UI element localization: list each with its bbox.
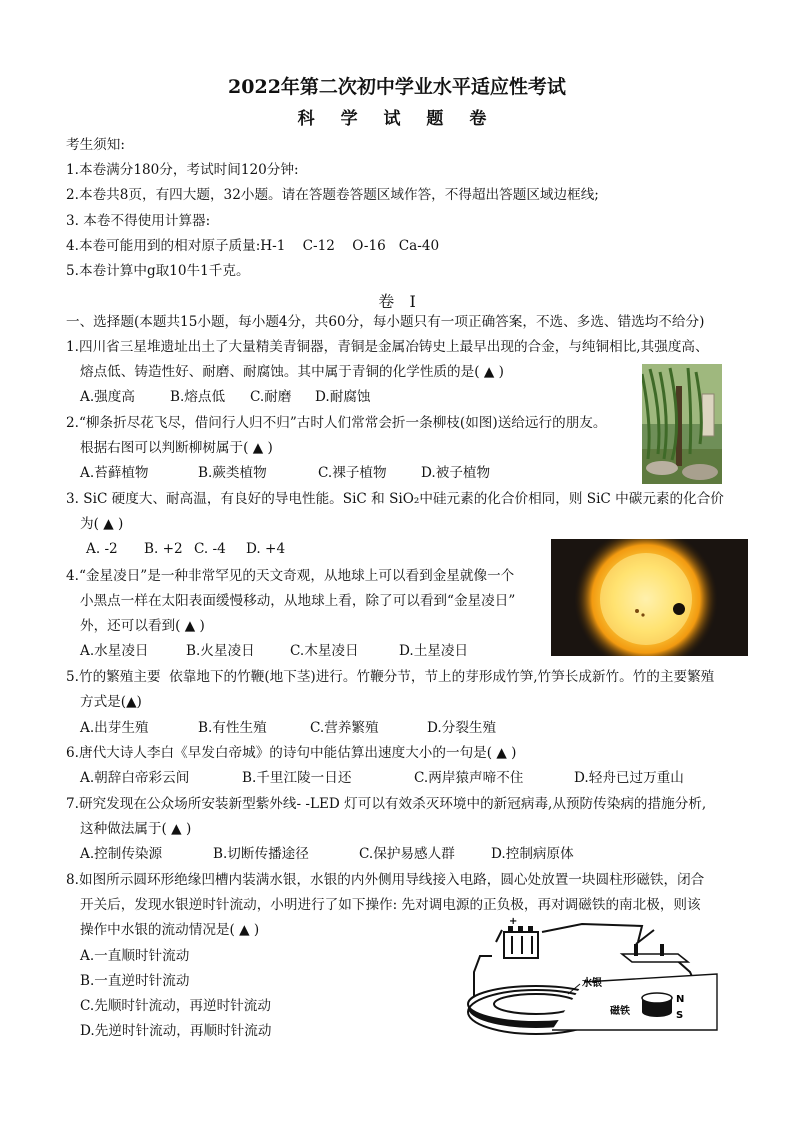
- question-3-option-b: B. +2: [144, 541, 183, 557]
- question-3-line-1: 3. SiC 硬度大、耐高温，有良好的导电性能。SiC 和 SiO₂中硅元素的化合价相同，则 SiC 中碳元素的化合价: [66, 491, 724, 507]
- question-6-option-d: D.轻舟已过万重山: [574, 770, 684, 786]
- question-6-option-a: A.朝辞白帝彩云间: [80, 770, 190, 786]
- question-3-line-2: 为( ▲ ): [80, 516, 124, 532]
- question-8-option-b: B.一直逆时针流动: [80, 973, 190, 989]
- notice-item: 1.本卷满分180分，考试时间120分钟:: [66, 162, 299, 178]
- mercury-ring-circuit-figure: [462, 912, 724, 1036]
- question-2-option-a: A.苔藓植物: [80, 465, 149, 481]
- question-1-option-a: A.强度高: [80, 389, 135, 405]
- question-5-option-a: A.出芽生殖: [80, 720, 149, 736]
- question-7-line-1: 7.研究发现在公众场所安装新型紫外线- -LED 灯可以有效杀灭环境中的新冠病毒,从预防传染病的措施分析,: [66, 796, 707, 812]
- question-2-option-b: B.蕨类植物: [198, 465, 267, 481]
- question-7-option-d: D.控制病原体: [491, 846, 574, 862]
- switch-icon: [622, 930, 688, 962]
- question-1-line-2: 熔点低、铸造性好、耐磨、耐腐蚀。其中属于青铜的化学性质的是( ▲ ): [80, 364, 504, 380]
- question-8-option-c: C.先顺时针流动，再逆时针流动: [80, 998, 271, 1014]
- question-1-line-1: 1.四川省三星堆遗址出土了大量精美青铜器，青铜是金属冶铸史上最早出现的合金，与纯铜相比,其强度高、: [66, 339, 709, 355]
- question-3-option-c: C. -4: [194, 541, 226, 557]
- question-4-line-1: 4.“金星凌日”是一种非常罕见的天文奇观，从地球上可以看到金星就像一个: [66, 568, 515, 584]
- question-4-line-2: 小黑点一样在太阳表面缓慢移动，从地球上看，除了可以看到“金星凌日”: [80, 593, 516, 609]
- question-8-line-2: 开关后，发现水银逆时针流动，小明进行了如下操作: 先对调电源的正负极，再对调磁铁的南北极，则该: [80, 897, 701, 913]
- question-4-option-a: A.水星凌日: [80, 643, 149, 659]
- question-7-option-c: C.保护易感人群: [359, 846, 455, 862]
- question-8-line-1: 8.如图所示圆环形绝缘凹槽内装满水银，水银的内外侧用导线接入电路，圆心处放置一块圆柱形磁铁，闭合: [66, 872, 705, 888]
- question-4-option-d: D.土星凌日: [399, 643, 469, 659]
- question-3-option-a: A. -2: [86, 541, 118, 557]
- question-2-option-d: D.被子植物: [421, 465, 491, 481]
- question-4-option-c: C.木星凌日: [290, 643, 359, 659]
- question-5-line-1: 5.竹的繁殖主要 依靠地下的竹鞭(地下茎)进行。竹鞭分节，节上的芽形成竹笋,竹笋长成新竹。竹的主要繁殖: [66, 669, 715, 685]
- question-7-line-2: 这种做法属于( ▲ ): [80, 821, 192, 837]
- question-8-line-3: 操作中水银的流动情况是( ▲ ): [80, 922, 260, 938]
- exam-subtitle: 科 学 试 题 卷: [297, 109, 497, 129]
- notice-heading: 考生须知:: [66, 137, 125, 153]
- notice-item: 2.本卷共8页，有四大题，32小题。请在答题卷答题区域作答，不得超出答题区域边框线;: [66, 187, 599, 203]
- question-2-option-c: C.裸子植物: [318, 465, 387, 481]
- mercury-label: 水银: [582, 978, 602, 989]
- notice-item: 3. 本卷不得使用计算器:: [66, 213, 211, 229]
- question-8-option-a: A.一直顺时针流动: [80, 948, 190, 964]
- question-4-line-3: 外，还可以看到( ▲ ): [80, 618, 205, 634]
- willow-tree-photo: [642, 364, 722, 484]
- question-1-option-b: B.熔点低: [170, 389, 226, 405]
- plus-label: +: [509, 916, 518, 927]
- battery-icon: [504, 926, 538, 958]
- question-4-option-b: B.火星凌日: [186, 643, 255, 659]
- question-8-option-d: D.先逆时针流动，再顺时针流动: [80, 1023, 272, 1039]
- question-1-option-c: C.耐磨: [250, 389, 292, 405]
- section-title: 卷 I: [378, 292, 416, 311]
- question-3-option-d: D. +4: [246, 541, 286, 557]
- venus-transit-photo: [551, 539, 748, 656]
- question-5-option-d: D.分裂生殖: [427, 720, 497, 736]
- notice-item: 5.本卷计算中g取10牛1千克。: [66, 263, 250, 279]
- question-7-option-b: B.切断传播途径: [213, 846, 309, 862]
- question-6-line-1: 6.唐代大诗人李白《早发白帝城》的诗句中能估算出速度大小的一句是( ▲ ): [66, 745, 517, 761]
- north-pole-label: N: [676, 994, 685, 1005]
- question-6-option-b: B.千里江陵一日还: [242, 770, 352, 786]
- south-pole-label: S: [676, 1010, 684, 1021]
- exam-title: 2022年第二次初中学业水平适应性考试: [228, 76, 566, 98]
- question-5-line-2: 方式是(▲): [80, 694, 142, 710]
- question-2-line-1: 2.“柳条折尽花飞尽，借问行人归不归”古时人们常常会折一条柳枝(如图)送给远行的朋友。: [66, 415, 607, 431]
- question-5-option-c: C.营养繁殖: [310, 720, 379, 736]
- notice-item: 4.本卷可能用到的相对原子质量:H-1 C-12 O-16 Ca-40: [66, 238, 440, 254]
- question-1-option-d: D.耐腐蚀: [315, 389, 371, 405]
- part1-heading: 一、选择题(本题共15小题，每小题4分，共60分，每小题只有一项正确答案，不选、多选、错选均不给分): [66, 314, 705, 330]
- question-2-line-2: 根据右图可以判断柳树属于( ▲ ): [80, 440, 273, 456]
- magnet-icon: [642, 993, 672, 1017]
- magnet-label: 磁铁: [610, 1006, 630, 1017]
- question-5-option-b: B.有性生殖: [198, 720, 267, 736]
- question-7-option-a: A.控制传染源: [80, 846, 163, 862]
- question-6-option-c: C.两岸猿声啼不住: [414, 770, 524, 786]
